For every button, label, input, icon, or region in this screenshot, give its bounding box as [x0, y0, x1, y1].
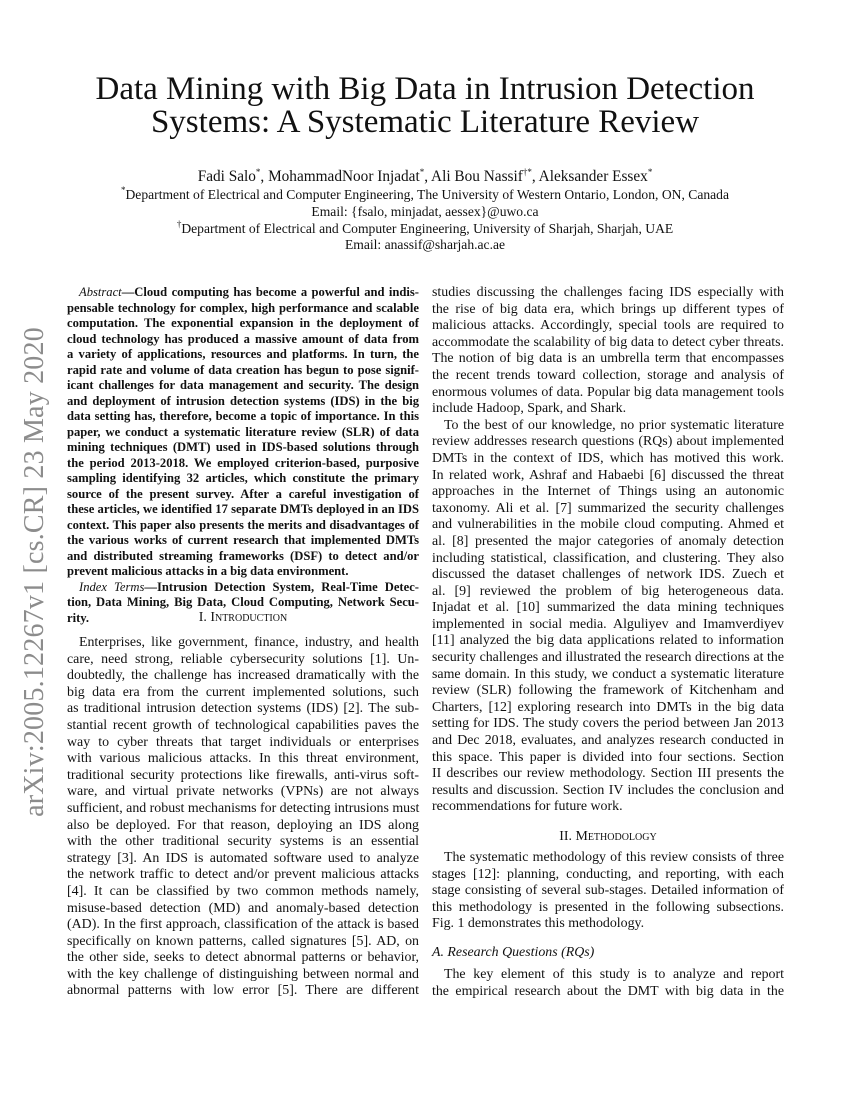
paragraph-line: recommendations for future work.	[432, 799, 623, 815]
affiliation-line	[40, 204, 810, 221]
paragraph-line: the recent trends toward collection, storage and analysis of	[432, 367, 784, 383]
index-terms-line	[67, 580, 419, 596]
paragraph-line: as traditional intrusion detection systems (IDS) [2]. The sub-	[67, 701, 419, 717]
paragraph-line: Fig. 1 demonstrates this methodology.	[432, 916, 645, 932]
paragraph-line: malicious attacks. Accordingly, special tools are required to	[432, 318, 784, 334]
abstract-text: sampling identifying 32 articles, which constitute the primary	[67, 471, 419, 485]
paragraph-line: specifically on known patterns, called signatures [5]. AD, on	[67, 933, 419, 949]
abstract-text: prevent malicious attacks in a big data environment.	[67, 564, 349, 578]
abstract-text: a variety of applications, resources and platforms. In turn, the	[67, 347, 419, 361]
abstract-line	[67, 487, 419, 503]
paragraph-line: results and discussion. Section IV includes the conclusion and	[432, 782, 784, 798]
abstract-line	[67, 363, 419, 379]
paragraph-line: sufficient, and robust mechanisms for detecting intrusions must	[67, 800, 420, 816]
paragraph-line: To the best of our knowledge, no prior systematic literature	[444, 417, 784, 433]
abstract-line	[67, 549, 419, 565]
paragraph-line: al. [9] reviewed the problem of big heterogeneous data.	[432, 583, 784, 599]
paragraph-line: DMTs in the context of IDS, which has motived this work.	[432, 450, 784, 466]
paragraph-line: ware, and virtual private networks (VPNs) are not always	[67, 784, 419, 800]
abstract-line	[67, 332, 419, 348]
paragraph-line: include Hadoop, Spark, and Shark.	[432, 401, 627, 417]
abstract-text: pensable technology for complex, high performance and scalable	[67, 300, 419, 315]
paragraph-line: stages [12]: planning, conducting, and reporting, with each	[432, 866, 784, 882]
abstract-line	[67, 301, 419, 317]
title-line: Systems: A Systematic Literature Review	[150, 104, 700, 140]
paragraph-line: big data era from the current implemented solutions, such	[67, 684, 419, 700]
abstract-line	[67, 316, 419, 332]
paragraph-line: this space. This paper is divided into four sections. Section	[432, 749, 784, 765]
research-questions-body	[432, 967, 784, 1000]
paragraph-line: and Dec 2018, evaluates, and analyzes research conducted in	[432, 733, 784, 749]
paragraph-line: same domain. In this study, we conduct a systematic literature	[432, 666, 784, 682]
affiliation-line	[40, 187, 810, 204]
paragraph-line: stantial recent growth of technological capabilities paves the	[67, 717, 419, 733]
paragraph-line: [4]. It can be classified by two common methods namely,	[67, 883, 419, 899]
paragraph-line: setting for IDS. The study covers the period between Jan 2013	[432, 716, 784, 732]
abstract-text: data setting has, therefore, become a topic of importance. In this	[67, 409, 419, 423]
abstract-text: mining techniques (DMT) used in IDS-based solutions through	[67, 440, 419, 454]
abstract-text: source of the present survey. After a careful investigation of	[67, 486, 419, 501]
abstract-text: paper, we conduct a systematic literature review (SLR) of data	[67, 424, 419, 439]
author-affiliation-mark: *	[255, 167, 261, 177]
paragraph-line: The systematic methodology of this review consists of three	[444, 850, 784, 865]
paragraph-line: with the other traditional security systems is an essential	[67, 834, 419, 850]
affiliation-text: Department of Electrical and Computer Engineering, University of Sharjah, Sharjah, UAE	[181, 220, 674, 236]
abstract-label: Abstract	[79, 285, 122, 299]
author-separator: ,	[260, 168, 269, 185]
paragraph-line: doubtedly, the challenge has increased dramatically with the	[67, 668, 419, 684]
paragraph-line: Enterprises, like government, finance, industry, and health	[79, 635, 419, 650]
abstract-text: —Cloud computing has become a powerful and indis-	[121, 285, 419, 299]
abstract-text: computation. The exponential expansion in the deployment of	[67, 316, 419, 330]
paragraph-line: Charters, [12] exploring research into DMTs in the big data	[432, 699, 784, 715]
abstract-line	[67, 394, 419, 410]
paragraph-line: and vulnerabilities in the mobile cloud computing. Ahmed et	[432, 517, 784, 533]
abstract-text: rapid rate and volume of data creation has begun to pose signif-	[67, 362, 419, 377]
abstract-line	[67, 471, 419, 487]
paragraph-line: with various malicious attacks. In this threat environment,	[67, 751, 419, 767]
paragraph-line: the other side, seeks to detect abnormal patterns or behavior,	[67, 950, 419, 966]
paragraph-line: [11] analyzed the big data applications related to information	[432, 633, 784, 649]
paragraph-line: In related work, Ashraf and Habaebi [6] discussed the threat	[432, 467, 784, 483]
author-name: Ali Bou Nassif	[431, 168, 523, 185]
paragraph-line: stage consisting of several sub-stages. Detailed information of	[432, 883, 784, 899]
abstract-text: and deployment of intrusion detection systems (IDS) in the big	[67, 393, 419, 408]
abstract-line	[67, 564, 419, 580]
section-heading-introduction: I. Introduction	[198, 610, 288, 625]
abstract-line	[67, 533, 419, 549]
paragraph-line: way to cyber threats that target individuals or enterprises	[67, 734, 419, 750]
paragraph-line: The notion of big data is an umbrella term that encompasses	[432, 351, 784, 367]
paragraph-line: including statistical, classification, and clustering. They also	[432, 550, 784, 566]
abstract-line	[67, 378, 419, 394]
abstract-line	[67, 285, 419, 301]
paragraph-line: traditional security protections like firewalls, anti-virus soft-	[67, 767, 419, 783]
paragraph-line: II describes our review methodology. Section III presents the	[432, 766, 784, 782]
paragraph-line: the rise of big data era, which brings up different types of	[432, 301, 784, 317]
author-separator: ,	[424, 168, 432, 185]
author-affiliation-mark: *	[647, 167, 653, 177]
index-terms-text: tion, Data Mining, Big Data, Cloud Computing, Network Secu-	[67, 595, 419, 609]
abstract-text: the period 2013-2018. We employed criterion-based, purposive	[67, 455, 419, 470]
paragraph-line: abnormal patterns with low error [5]. There are different	[67, 983, 419, 999]
paragraph-line: (AD). In the first approach, classification of the attack is based	[67, 917, 419, 933]
paragraph-line: enormous volumes of data. Popular big data management tools	[432, 384, 784, 400]
subsection-heading-research-questions: A. Research Questions (RQs)	[432, 945, 595, 960]
paragraph-line: care, need strong, reliable cybersecurity solutions [1]. Un-	[67, 651, 419, 667]
paragraph-line: security challenges and illustrated the research directions at the	[432, 650, 784, 666]
abstract	[67, 285, 419, 626]
abstract-text: icant challenges for data management and security. The design	[67, 378, 419, 392]
author-affiliation-mark: *	[419, 167, 425, 177]
affiliation-mark: *	[120, 185, 126, 195]
abstract-line	[67, 409, 419, 425]
author-separator: ,	[531, 168, 539, 185]
affiliation-mark: †	[176, 218, 182, 229]
introduction-body-continued	[432, 285, 784, 816]
paragraph-line: accommodate the scalability of big data to detect cyber threats.	[432, 334, 784, 350]
abstract-text: and distributed streaming frameworks (DSF) to detect and/or	[67, 548, 419, 563]
paragraph-line: discussed the dataset challenges of network IDS. Zuech et	[432, 567, 784, 583]
affiliation-text: Email: {fsalo, minjadat, aessex}@uwo.ca	[311, 203, 539, 219]
paragraph-line: review addresses research questions (RQs) about implemented	[432, 434, 784, 450]
paragraph-line: the network traffic to detect and/or prevent malicious attacks	[67, 867, 419, 883]
abstract-text: cloud technology has produced a massive amount of data from	[67, 331, 419, 346]
index-terms-label: Index Terms	[79, 579, 145, 594]
abstract-text: context. This paper also presents the merits and disadvantages of	[67, 517, 419, 532]
paragraph-line: implemented in social media. Alguliyev and Imamverdiyev	[432, 616, 784, 632]
paper-title	[40, 73, 810, 139]
abstract-text: these articles, we identified 17 separate DMTs deployed in an IDS	[67, 502, 419, 516]
abstract-line	[67, 518, 419, 534]
author-name: Fadi Salo	[197, 168, 256, 185]
author-name: Aleksander Essex	[538, 168, 648, 185]
paragraph-line: misuse-based detection (MD) and anomaly-based detection	[67, 900, 419, 916]
affiliation-line	[40, 237, 810, 254]
author-name: MohammadNoor Injadat	[268, 168, 420, 185]
introduction-body	[67, 635, 419, 1000]
paragraph-line: al. [8] presented the major categories of anomaly detection	[432, 533, 784, 549]
paragraph-line: taxonomy. Ali et al. [7] summarized the security challenges	[432, 500, 784, 516]
section-heading-methodology: II. Methodology	[559, 829, 657, 844]
arxiv-identifier-stamp: arXiv:2005.12267v1 [cs.CR] 23 May 2020	[19, 327, 50, 817]
paragraph-line: the empirical research about the DMT with big data in the	[432, 983, 784, 999]
methodology-body	[432, 850, 784, 933]
paragraph-line: also be deployed. For that reason, deploying an IDS along	[67, 817, 419, 833]
paragraph-line: studies discussing the challenges facing IDS especially with	[432, 285, 784, 300]
paragraph-line: review (SLR) following the framework of Kitchenham and	[432, 683, 784, 699]
affiliation-line	[40, 218, 810, 238]
paragraph-line: Injadat et al. [10] summarized the data mining techniques	[432, 600, 784, 616]
paragraph-line: The key element of this study is to analyze and report	[444, 967, 784, 982]
abstract-text: the various works of current research that implemented DMTs	[67, 533, 419, 547]
paragraph-line: this methodology is presented in the following subsections.	[432, 899, 784, 915]
index-terms-line	[67, 595, 419, 611]
paragraph-line: with the key challenge of distinguishing between normal and	[67, 966, 419, 982]
abstract-line	[67, 425, 419, 441]
paragraph-line: strategy [3]. An IDS is automated software used to analyze	[67, 850, 419, 866]
affiliation-text: Email: anassif@sharjah.ac.ae	[344, 237, 506, 253]
author-affiliation-mark: †*	[522, 167, 532, 177]
abstract-line	[67, 456, 419, 472]
paragraph-line: approaches in the Internet of Things using an autonomic	[432, 484, 784, 500]
index-terms-text: rity.	[67, 610, 90, 625]
abstract-line	[67, 440, 419, 456]
index-terms-text: —Intrusion Detection System, Real-Time Detec-	[144, 579, 419, 594]
abstract-line	[67, 347, 419, 363]
affiliations	[40, 187, 810, 254]
title-line: Data Mining with Big Data in Intrusion Detection	[95, 71, 755, 107]
affiliation-text: Department of Electrical and Computer Engineering, The University of Western Ontario, London, ON, Canada	[125, 187, 730, 202]
abstract-line	[67, 502, 419, 518]
author-list	[40, 168, 810, 186]
